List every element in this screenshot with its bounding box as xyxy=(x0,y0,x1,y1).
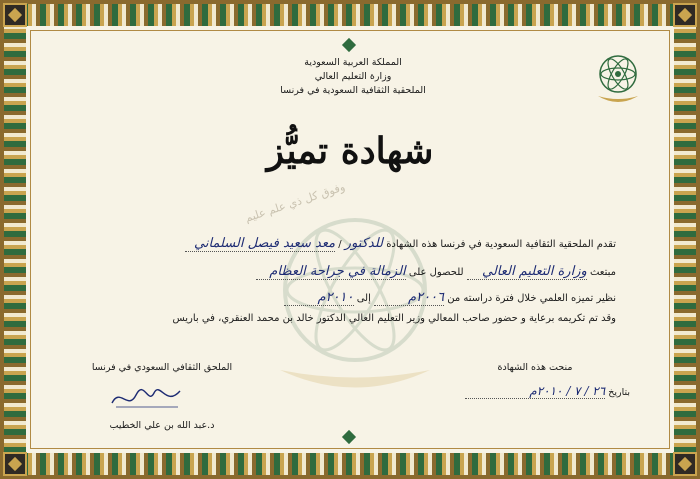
body-line-honor: وقد تم تكريمه برعاية و حضور صاحب المعالي وزير التعليم العالي الدكتور خالد بن محمد العنقري، في باريس xyxy=(172,313,616,324)
border-band-left xyxy=(4,26,26,453)
issue-date-prefix: بتاريخ xyxy=(608,387,630,398)
signatory-block xyxy=(72,362,252,431)
recipient-honorific: للدكتور xyxy=(344,236,383,251)
sponsor-name: وزارة التعليم العالي xyxy=(467,264,587,280)
signatory-name: د.عبد الله بن علي الخطيب xyxy=(109,420,215,431)
body-line-period xyxy=(284,290,617,306)
corner-ornament-icon xyxy=(673,452,697,476)
corner-ornament-icon xyxy=(673,3,697,27)
period-from: ٢٠٠٦م xyxy=(374,290,444,306)
issuer-header xyxy=(268,56,438,98)
body-line-sponsor xyxy=(256,264,616,280)
degree-label: للحصول على xyxy=(408,267,464,278)
issue-date-value: ٢٦ / ٧ / ٢٠١٠م xyxy=(465,384,605,399)
sponsor-label: مبتعث xyxy=(589,267,616,278)
body-intro-text: تقدم الملحقية الثقافية السعودية في فرنسا هذه الشهادة xyxy=(386,239,616,250)
certificate-title: شهادة تميُّز xyxy=(266,130,434,172)
degree-name: الزمالة في جراحة العظام xyxy=(256,264,406,280)
motto: وفوق كل ذي علم عليم xyxy=(243,180,347,225)
border-band-right xyxy=(674,26,696,453)
header-ministry: وزارة التعليم العالي xyxy=(314,71,392,82)
signatory-title: الملحق الثقافي السعودي في فرنسا xyxy=(91,362,233,373)
border-band-top xyxy=(4,4,696,26)
border-band-bottom xyxy=(4,453,696,475)
issue-date-row xyxy=(440,384,630,399)
period-to-label: إلى xyxy=(356,293,371,304)
period-to: ٢٠١٠م xyxy=(284,290,354,306)
ministry-logo-icon xyxy=(588,48,648,110)
period-label: نظير تميزه العلمي خلال فترة دراسته من xyxy=(447,293,616,304)
corner-ornament-icon xyxy=(3,3,27,27)
top-ornament-icon xyxy=(340,40,360,50)
header-country: المملكة العربية السعودية xyxy=(304,57,402,68)
header-attache: الملحقية الثقافية السعودية في فرنسا xyxy=(280,85,426,96)
issue-label: منحت هذه الشهادة xyxy=(497,362,573,373)
corner-ornament-icon xyxy=(3,452,27,476)
recipient-name: معد سعيد فيصل السلماني xyxy=(185,236,335,252)
bottom-ornament-icon xyxy=(340,432,360,442)
handwritten-signature xyxy=(108,381,184,413)
issue-date-block xyxy=(440,362,630,398)
body-line-recipient: تقدم الملحقية الثقافية السعودية في فرنسا هذه الشهادة للدكتور / معد سعيد فيصل السلماني xyxy=(185,236,616,252)
